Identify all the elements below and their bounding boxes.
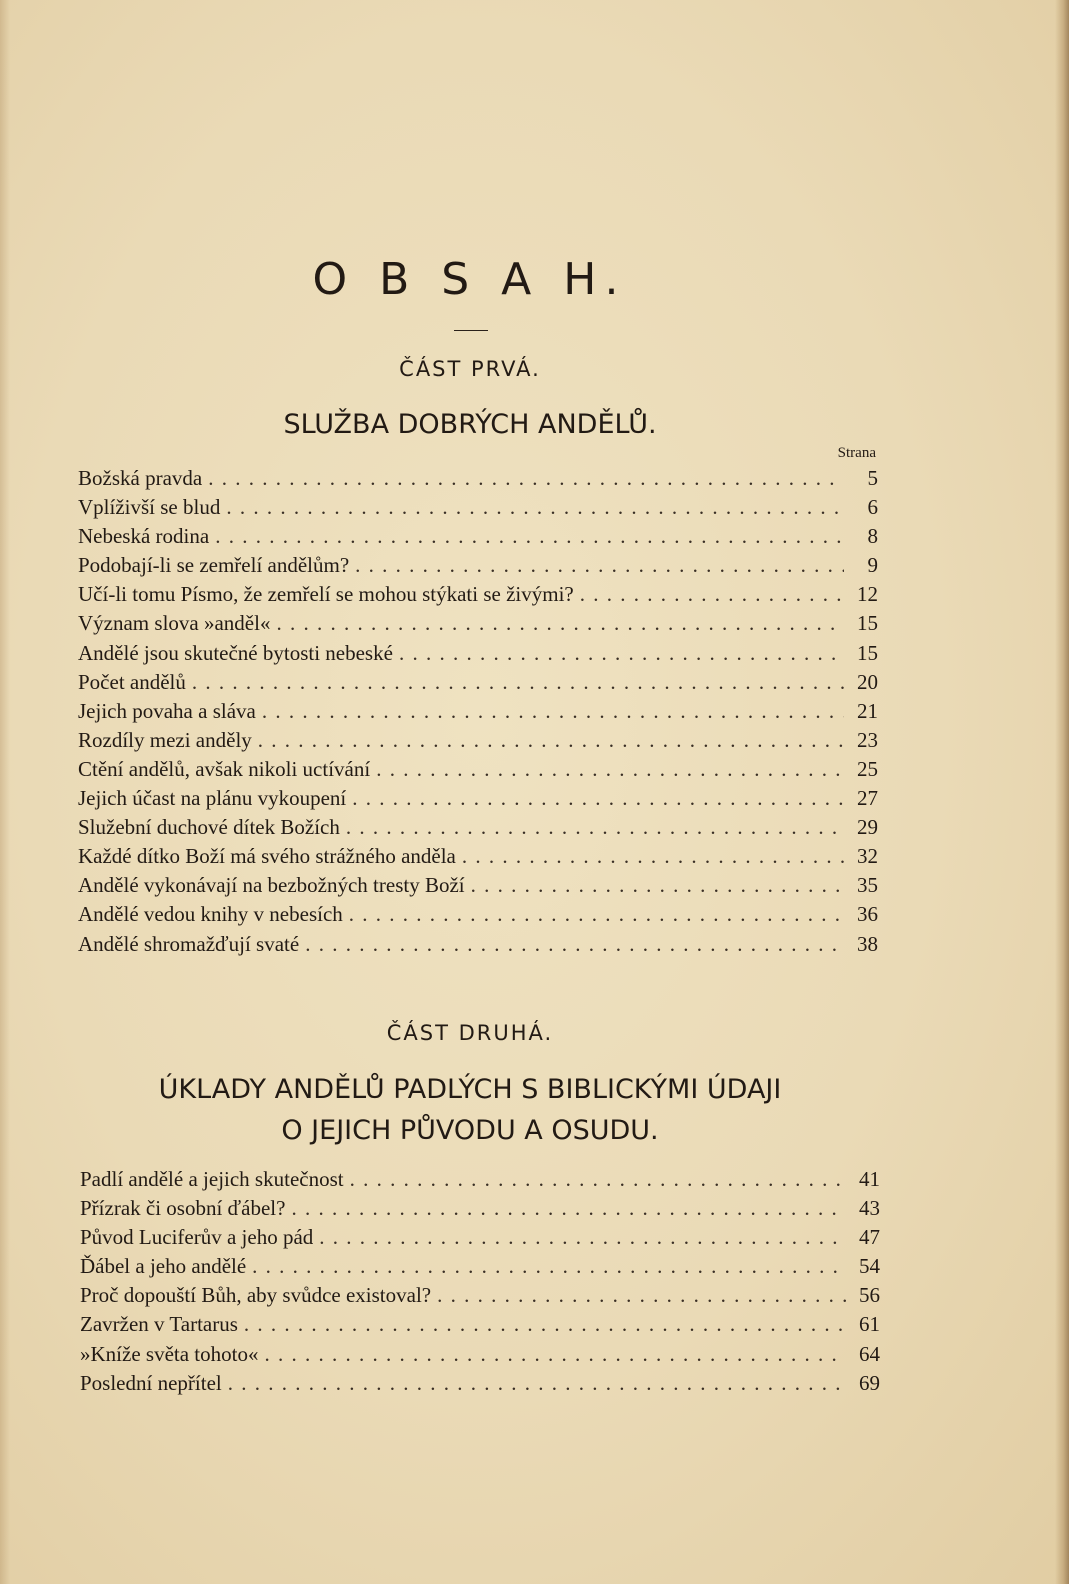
toc-entry-page: 15 (857, 611, 878, 636)
part-two-title-line1: ÚKLADY ANDĚLŮ PADLÝCH S BIBLICKÝMI ÚDAJI (158, 1074, 782, 1105)
toc-entry-title: Padlí andělé a jejich skutečnost (80, 1167, 344, 1191)
toc-entry-page: 69 (859, 1370, 880, 1395)
dot-leader (305, 932, 844, 957)
toc-entry (78, 757, 878, 786)
toc-entry-title: Jejich účast na plánu vykoupení (78, 786, 347, 811)
toc-entry-title: Původ Luciferův a jeho pád (80, 1225, 314, 1250)
toc-entry (80, 1312, 880, 1341)
toc-entry-page: 32 (857, 844, 878, 869)
dot-leader (228, 1371, 846, 1396)
toc-entry (80, 1254, 880, 1283)
part-two-title-line2: O JEJICH PŮVODU A OSUDU. (281, 1115, 659, 1146)
toc-entry (78, 815, 878, 844)
dot-leader (258, 728, 844, 753)
toc-entry-page: 29 (857, 815, 878, 840)
toc-entry-page: 54 (859, 1254, 880, 1279)
toc-entry-page: 9 (867, 553, 878, 578)
toc-entry (78, 611, 878, 640)
dot-leader (244, 1312, 846, 1337)
toc-entry-title: Vplíživší se blud (78, 495, 221, 520)
part-one-toc (78, 466, 878, 961)
toc-entry (78, 699, 878, 728)
dot-leader (346, 815, 844, 840)
dot-leader (226, 495, 844, 520)
dot-leader (208, 466, 844, 491)
toc-entry-page: 25 (857, 756, 878, 781)
toc-entry-page: 43 (859, 1196, 880, 1221)
toc-entry-title: Služební duchové dítek Božích (78, 815, 340, 840)
toc-entry-title: Nebeská rodina (78, 524, 210, 549)
toc-entry (78, 524, 878, 553)
dot-leader (471, 873, 844, 898)
toc-entry-page: 21 (857, 698, 878, 723)
toc-entry-title: Rozdíly mezi anděly (78, 727, 252, 752)
title-rule (454, 330, 488, 331)
toc-entry (78, 932, 878, 961)
toc-entry-page: 41 (859, 1167, 880, 1191)
toc-entry-page: 15 (857, 640, 878, 665)
toc-entry (80, 1196, 880, 1225)
toc-entry-page: 38 (857, 931, 878, 956)
dot-leader (462, 844, 844, 869)
toc-entry (78, 873, 878, 902)
toc-entry-title: Jejich povaha a sláva (78, 698, 256, 723)
toc-entry (78, 495, 878, 524)
toc-entry (78, 670, 878, 699)
toc-entry-page: 12 (857, 582, 878, 607)
toc-entry-title: Andělé shromažďují svaté (78, 931, 300, 956)
toc-entry (78, 844, 878, 873)
dot-leader (276, 611, 844, 636)
dot-leader (350, 1167, 846, 1192)
toc-entry-title: Učí-li tomu Písmo, že zemřelí se mohou stýkati se živými? (78, 582, 574, 607)
dot-leader (192, 670, 844, 695)
toc-entry-page: 6 (867, 495, 878, 520)
page-title: O B S A H. (312, 254, 628, 305)
toc-entry-title: Zavržen v Tartarus (80, 1312, 238, 1337)
toc-entry-page: 61 (859, 1312, 880, 1337)
page-column-header: Strana (837, 445, 876, 461)
page-right-edge (1055, 0, 1069, 1584)
toc-entry-page: 23 (857, 727, 878, 752)
toc-entry (78, 728, 878, 757)
toc-entry-title: Andělé vedou knihy v nebesích (78, 902, 343, 927)
toc-entry (80, 1283, 880, 1312)
dot-leader (262, 699, 844, 724)
dot-leader (580, 582, 844, 607)
dot-leader (215, 524, 844, 549)
toc-entry (80, 1167, 880, 1196)
toc-entry (78, 641, 878, 670)
toc-entry (78, 582, 878, 611)
dot-leader (264, 1342, 846, 1367)
part-two-toc (80, 1167, 880, 1400)
toc-entry (78, 902, 878, 931)
toc-entry-page: 47 (859, 1225, 880, 1250)
toc-entry-title: Poslední nepřítel (80, 1370, 222, 1395)
toc-entry-title: Přízrak či osobní ďábel? (80, 1196, 286, 1221)
toc-entry-title: Význam slova »anděl« (78, 611, 271, 636)
toc-entry (78, 786, 878, 815)
toc-entry-page: 8 (867, 524, 878, 549)
toc-entry-title: Počet andělů (78, 669, 186, 694)
toc-entry-page: 27 (857, 786, 878, 811)
toc-entry-title: Ďábel a jeho andělé (80, 1254, 247, 1279)
dot-leader (376, 757, 844, 782)
toc-entry-title: Andělé vykonávají na bezbožných tresty Boží (78, 873, 465, 898)
dot-leader (437, 1283, 846, 1308)
toc-entry-page: 5 (867, 466, 878, 490)
toc-entry (80, 1371, 880, 1400)
toc-entry-title: Ctění andělů, avšak nikoli uctívání (78, 756, 371, 781)
toc-entry (80, 1342, 880, 1371)
part-one-title: SLUŽBA DOBRÝCH ANDĚLŮ. (283, 409, 657, 440)
toc-entry-page: 35 (857, 873, 878, 898)
toc-entry-page: 36 (857, 902, 878, 927)
toc-entry (78, 466, 878, 495)
dot-leader (399, 641, 844, 666)
toc-entry-title: Proč dopouští Bůh, aby svůdce existoval? (80, 1283, 432, 1308)
page-left-shadow (0, 0, 10, 1584)
dot-leader (355, 553, 844, 578)
toc-entry-title: Andělé jsou skutečné bytosti nebeské (78, 640, 393, 665)
toc-entry (78, 553, 878, 582)
toc-entry-page: 20 (857, 669, 878, 694)
toc-entry-title: Každé dítko Boží má svého strážného anděla (78, 844, 456, 869)
dot-leader (252, 1254, 846, 1279)
dot-leader (319, 1225, 846, 1250)
toc-entry (80, 1225, 880, 1254)
toc-entry-title: »Kníže světa tohoto« (80, 1341, 259, 1366)
part-one-label: ČÁST PRVÁ. (399, 357, 541, 381)
toc-entry-title: Božská pravda (78, 466, 203, 490)
toc-entry-page: 56 (859, 1283, 880, 1308)
toc-entry-title: Podobají-li se zemřelí andělům? (78, 553, 350, 578)
dot-leader (291, 1196, 846, 1221)
dot-leader (349, 902, 844, 927)
dot-leader (352, 786, 844, 811)
part-two-label: ČÁST DRUHÁ. (386, 1021, 554, 1045)
toc-entry-page: 64 (859, 1341, 880, 1366)
